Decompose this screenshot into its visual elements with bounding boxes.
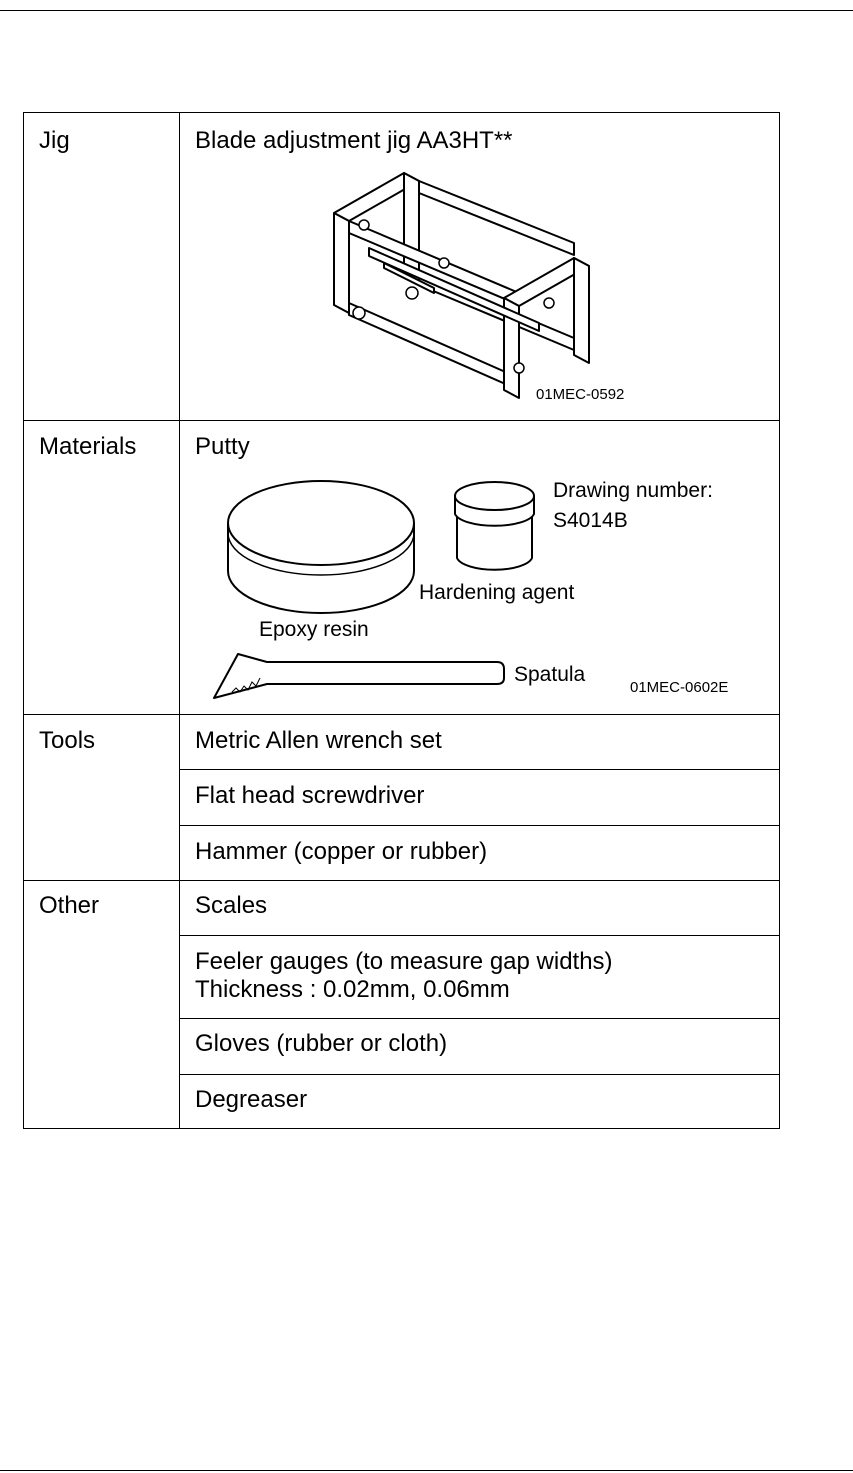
footer-rule (0, 1470, 853, 1471)
tool-item: Flat head screwdriver (195, 782, 425, 809)
row-divider-tools-1 (179, 769, 779, 770)
epoxy-resin-illustration (224, 468, 424, 618)
spatula-label: Spatula (514, 663, 586, 686)
jig-item: Blade adjustment jig AA3HT** (195, 127, 513, 154)
row-divider-tools-2 (179, 825, 779, 826)
tool-item: Metric Allen wrench set (195, 727, 442, 754)
drawing-number-label: Drawing number: (553, 479, 713, 502)
row-divider-other-1 (179, 935, 779, 936)
other-item: Degreaser (195, 1086, 308, 1113)
category-other: Other (39, 892, 100, 919)
requirements-table (23, 112, 780, 1129)
row-divider-jig (24, 420, 779, 421)
other-item: Feeler gauges (to measure gap widths) (195, 948, 613, 975)
column-divider (179, 113, 180, 1128)
epoxy-resin-label: Epoxy resin (259, 618, 369, 641)
category-jig: Jig (39, 127, 70, 154)
other-item-detail: Thickness : 0.02mm, 0.06mm (195, 976, 510, 1003)
row-divider-other-3 (179, 1074, 779, 1075)
row-divider-tools (24, 880, 779, 881)
hardening-agent-illustration (452, 478, 537, 578)
other-item: Gloves (rubber or cloth) (195, 1030, 448, 1057)
category-tools: Tools (39, 727, 96, 754)
row-divider-materials (24, 714, 779, 715)
category-materials: Materials (39, 433, 137, 460)
materials-figure-code: 01MEC-0602E (630, 679, 729, 696)
row-divider-other-2 (179, 1018, 779, 1019)
header-rule (0, 10, 853, 11)
other-item: Scales (195, 892, 268, 919)
drawing-number-value: S4014B (553, 509, 628, 532)
spatula-illustration (212, 650, 512, 702)
jig-frame-illustration (324, 163, 594, 403)
tool-item: Hammer (copper or rubber) (195, 838, 488, 865)
jig-figure-code: 01MEC-0592 (536, 386, 625, 403)
hardening-agent-label: Hardening agent (419, 581, 575, 604)
materials-item: Putty (195, 433, 250, 460)
